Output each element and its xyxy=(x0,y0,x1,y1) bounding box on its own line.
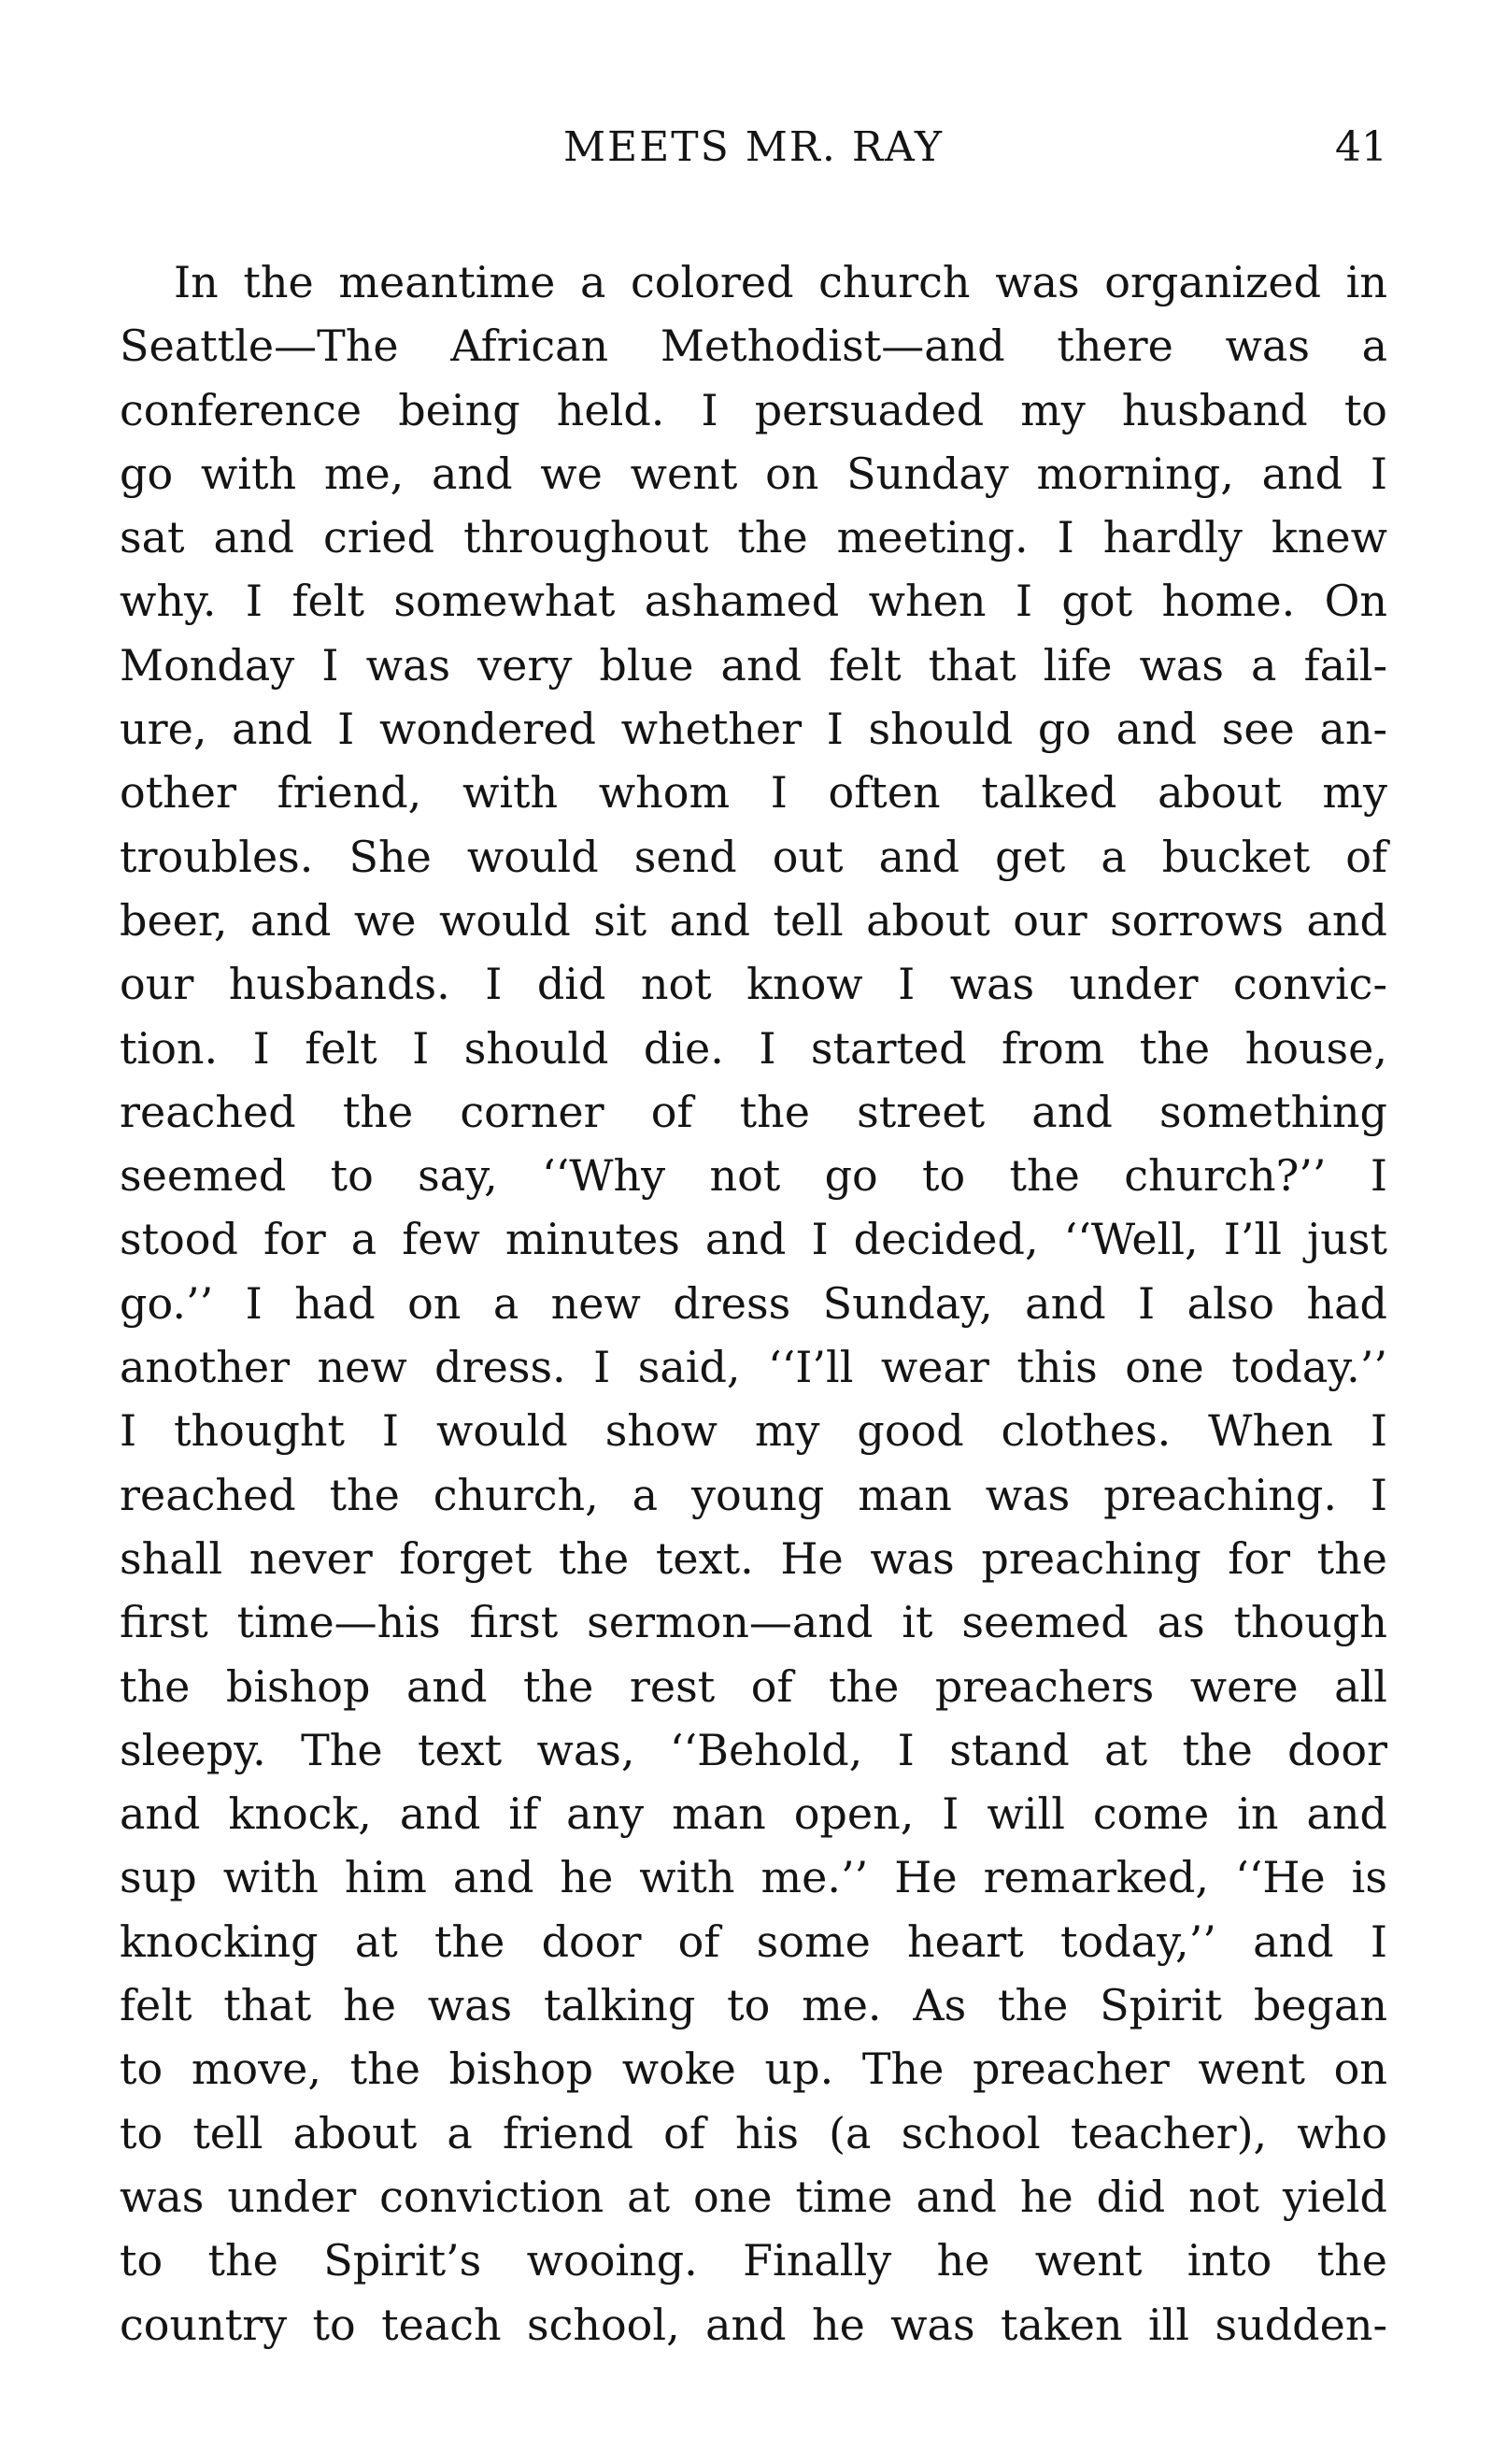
text-line: to the Spirit’s wooing. Finally he went into the xyxy=(120,2235,1387,2286)
text-line: first time—his first sermon—and it seemed as though xyxy=(120,1597,1387,1648)
running-head xyxy=(120,120,1387,176)
text-line: sleepy. The text was, ‘‘Behold, I stand at the door xyxy=(120,1724,1387,1775)
text-line: why. I felt somewhat ashamed when I got home. On xyxy=(120,576,1387,627)
running-title: MEETS MR. RAY xyxy=(562,123,945,171)
text-line: country to teach school, and he was taken ill sudden- xyxy=(120,2299,1387,2350)
text-line: reached the corner of the street and something xyxy=(120,1086,1387,1137)
text-line: go.’’ I had on a new dress Sunday, and I also had xyxy=(120,1277,1387,1329)
text-line: sat and cried throughout the meeting. I hardly knew xyxy=(120,512,1387,563)
text-line: to tell about a friend of his (a school teacher), who xyxy=(120,2107,1387,2158)
page-number: 41 xyxy=(1335,123,1387,171)
text-line: another new dress. I said, ‘‘I’ll wear this one today.’’ xyxy=(120,1342,1387,1393)
text-line: Monday I was very blue and felt that life was a fail- xyxy=(120,639,1387,691)
text-line: was under conviction at one time and he did not yield xyxy=(120,2171,1387,2222)
text-line: to move, the bishop woke up. The preacher went on xyxy=(120,2044,1387,2095)
text-line: Seattle—The African Methodist—and there was a xyxy=(120,320,1387,372)
text-line: seemed to say, ‘‘Why not go to the church?’’ I xyxy=(120,1150,1387,1202)
text-line: stood for a few minutes and I decided, ‘‘Well, I’ll just xyxy=(120,1214,1387,1265)
text-line: our husbands. I did not know I was under convic- xyxy=(120,959,1387,1010)
text-line: ure, and I wondered whether I should go and see an- xyxy=(120,704,1387,755)
text-line: In the meantime a colored church was organized in xyxy=(174,257,1387,307)
text-line: knocking at the door of some heart today,’’ and I xyxy=(120,1916,1387,1967)
text-line: shall never forget the text. He was preaching for the xyxy=(120,1532,1387,1584)
text-line: felt that he was talking to me. As the Spirit began xyxy=(120,1980,1387,2031)
text-line: tion. I felt I should die. I started from the house, xyxy=(120,1022,1387,1074)
text-line: go with me, and we went on Sunday morning, and I xyxy=(120,448,1387,499)
text-line: and knock, and if any man open, I will come in and xyxy=(120,1788,1387,1840)
text-line: I thought I would show my good clothes. When I xyxy=(120,1405,1387,1457)
text-line: conference being held. I persuaded my husband to xyxy=(120,384,1387,435)
body-paragraph xyxy=(120,250,1387,2357)
text-line: the bishop and the rest of the preachers were all xyxy=(120,1660,1387,1712)
text-line: reached the church, a young man was preaching. I xyxy=(120,1469,1387,1520)
text-line: beer, and we would sit and tell about our sorrows and xyxy=(120,894,1387,946)
text-line: sup with him and he with me.’’ He remarked, ‘‘He is xyxy=(120,1852,1387,1903)
text-line: other friend, with whom I often talked about my xyxy=(120,767,1387,819)
text-line: troubles. She would send out and get a bucket of xyxy=(120,831,1387,882)
